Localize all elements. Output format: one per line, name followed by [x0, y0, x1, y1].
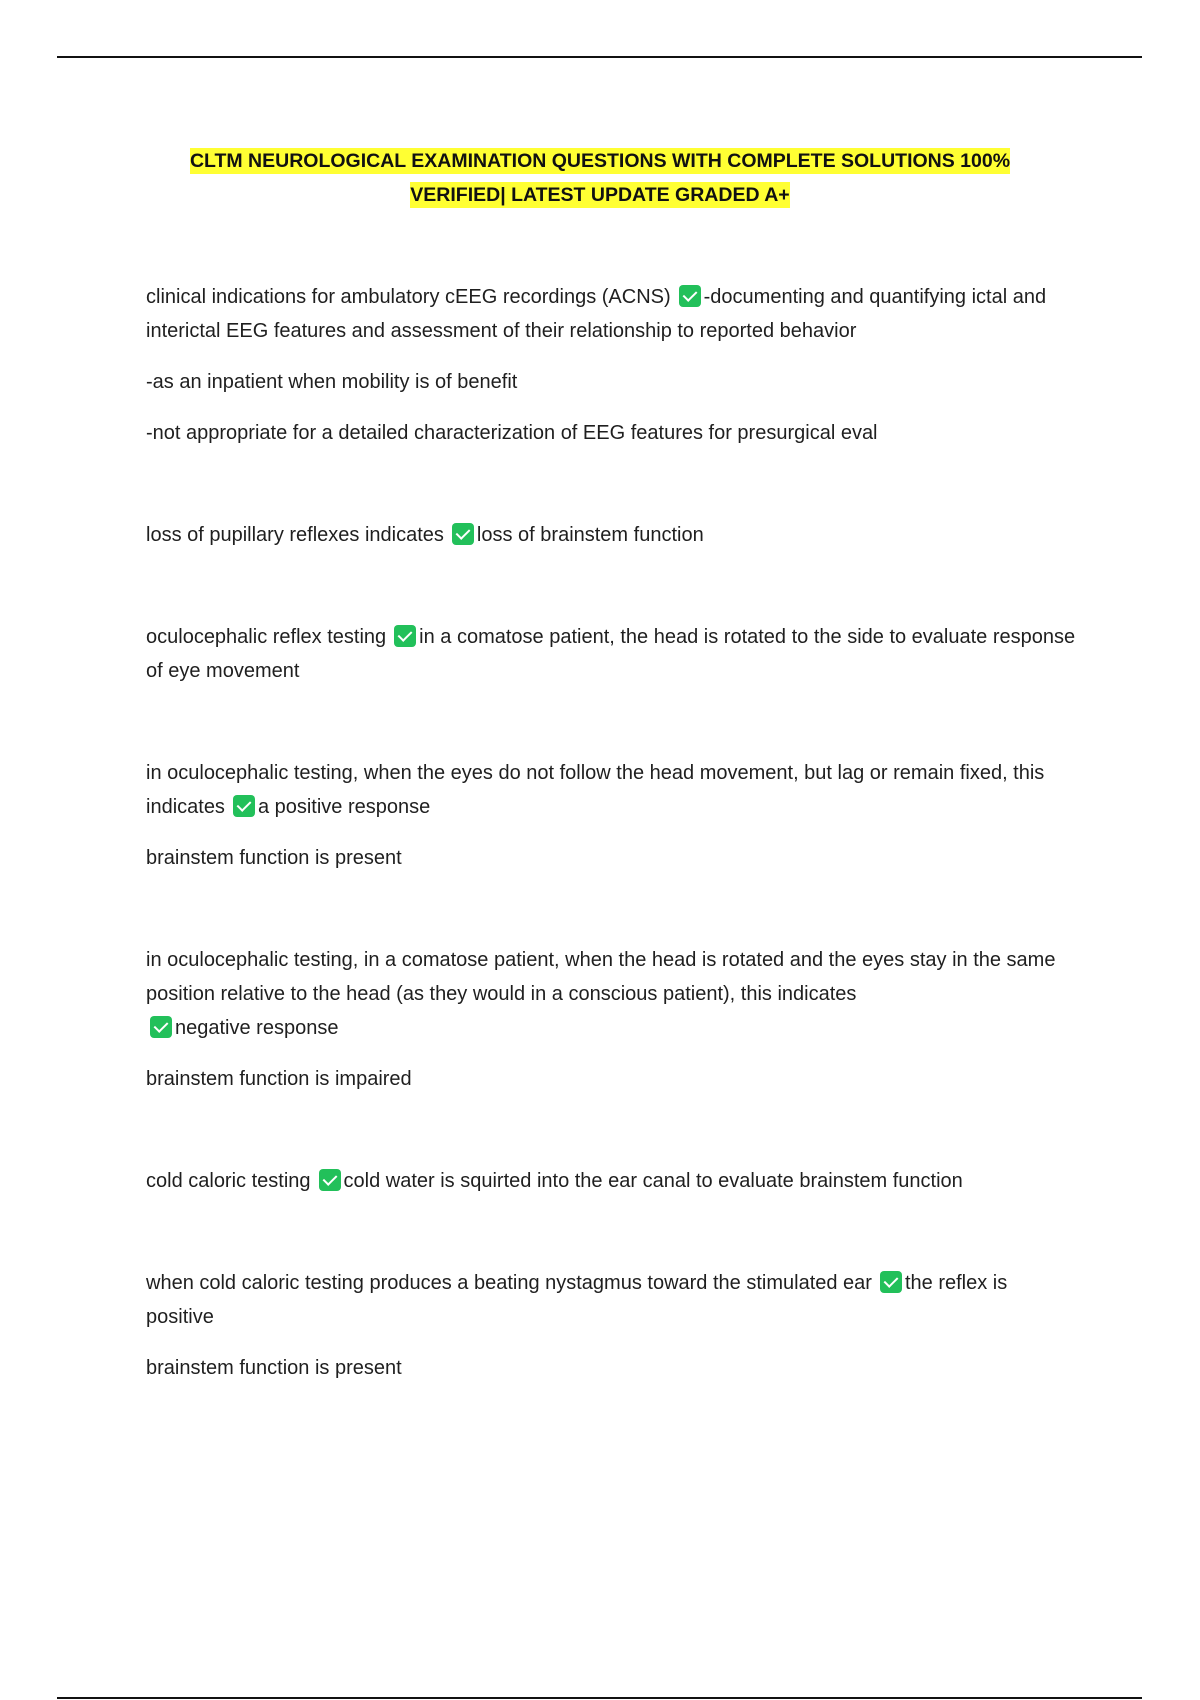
question-text: in oculocephalic testing, when the eyes do not follow the head movement, but lag or remain fixed, this indicates [146, 762, 1045, 818]
qa-main [146, 756, 1076, 824]
question-text: in oculocephalic testing, in a comatose patient, when the head is rotated and the eyes stay in the same position relative to the head (as they would in a conscious patient), this indicates [146, 949, 1056, 1005]
check-icon [233, 795, 255, 817]
answer-text: the reflex is positive [146, 1272, 1008, 1328]
qa-entry [146, 943, 1076, 1096]
check-icon [319, 1169, 341, 1191]
qa-main [146, 1164, 1076, 1198]
answer-extra: brainstem function is present [146, 1357, 402, 1379]
answer-extra: -as an inpatient when mobility is of benefit [146, 371, 518, 393]
answer-text: -documenting and quantifying ictal and interictal EEG features and assessment of their relationship to reported behavior [146, 286, 1047, 342]
question-text: cold caloric testing [146, 1170, 311, 1192]
answer-text: loss of brainstem function [476, 524, 704, 546]
qa-entry [146, 518, 1076, 552]
answer-extra: -not appropriate for a detailed characterization of EEG features for presurgical eval [146, 422, 878, 444]
title-line-2: VERIFIED| LATEST UPDATE GRADED A+ [410, 184, 790, 206]
answer-text: negative response [175, 1017, 339, 1039]
top-rule [57, 56, 1142, 58]
qa-main [146, 518, 1076, 552]
qa-list [146, 280, 1076, 1402]
question-text: when cold caloric testing produces a beating nystagmus toward the stimulated ear [146, 1272, 872, 1294]
bottom-rule [57, 1697, 1142, 1699]
answer-text: a positive response [257, 796, 431, 818]
qa-main [146, 620, 1076, 688]
question-text: oculocephalic reflex testing [146, 626, 387, 648]
check-icon [880, 1271, 902, 1293]
answer-text: cold water is squirted into the ear canal to evaluate brainstem function [343, 1170, 963, 1192]
qa-entry [146, 756, 1076, 875]
title-line-1: CLTM NEUROLOGICAL EXAMINATION QUESTIONS WITH COMPLETE SOLUTIONS 100% [189, 150, 1011, 172]
qa-entry [146, 1164, 1076, 1198]
document-title [0, 144, 1200, 212]
qa-entry [146, 1266, 1076, 1385]
question-text: loss of pupillary reflexes indicates [146, 524, 444, 546]
question-text: clinical indications for ambulatory cEEG recordings (ACNS) [146, 286, 671, 308]
answer-extra: brainstem function is impaired [146, 1068, 412, 1090]
answer-extra: brainstem function is present [146, 847, 402, 869]
answer-text: in a comatose patient, the head is rotated to the side to evaluate response of eye movement [146, 626, 1076, 682]
check-icon [150, 1016, 172, 1038]
qa-entry [146, 280, 1076, 450]
check-icon [452, 523, 474, 545]
check-icon [679, 285, 701, 307]
qa-entry [146, 620, 1076, 688]
qa-main [146, 1266, 1076, 1334]
qa-main [146, 280, 1076, 348]
qa-main [146, 943, 1076, 1045]
check-icon [394, 625, 416, 647]
